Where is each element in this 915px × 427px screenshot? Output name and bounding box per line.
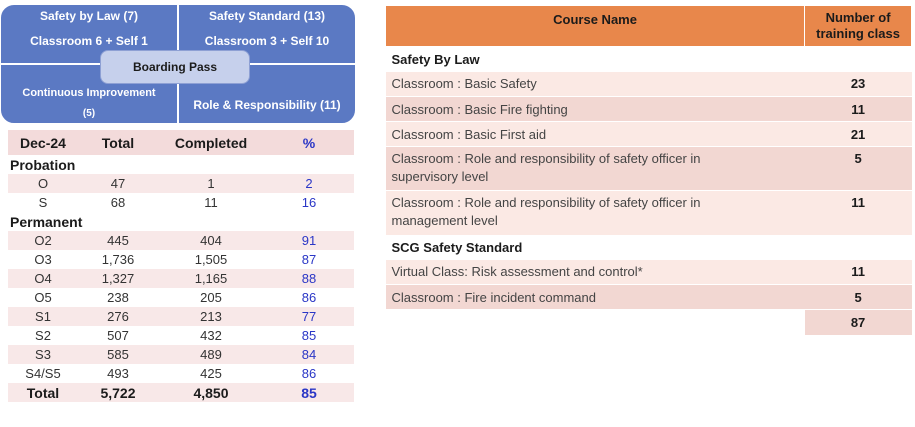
course-section-row bbox=[386, 47, 912, 72]
course-count: 11 bbox=[805, 191, 912, 235]
stats-cell-total: 276 bbox=[78, 307, 158, 326]
stats-cell-level: S3 bbox=[8, 345, 78, 364]
stats-cell-percent: 86 bbox=[301, 366, 317, 381]
course-name: Classroom : Fire incident command bbox=[386, 285, 805, 310]
stats-cell-percent: 91 bbox=[264, 231, 354, 250]
training-pillars-diagram bbox=[0, 4, 356, 124]
stats-row bbox=[8, 288, 354, 307]
course-count: 5 bbox=[805, 147, 912, 191]
completion-stats-table bbox=[8, 130, 354, 402]
boarding-pass-label: Boarding Pass bbox=[100, 50, 250, 84]
pillar-role-responsibility-title: Role & Responsibility (11) bbox=[193, 98, 341, 112]
stats-cell-completed: 11 bbox=[204, 195, 218, 210]
course-row bbox=[386, 122, 912, 147]
course-header-name: Course Name bbox=[386, 6, 805, 47]
stats-cell-total: 507 bbox=[107, 328, 129, 343]
course-name bbox=[386, 191, 805, 235]
stats-cell-percent: 77 bbox=[264, 307, 354, 326]
pillar-continuous-improvement-count: (5) bbox=[82, 108, 96, 119]
stats-total-completed: 4,850 bbox=[193, 384, 229, 401]
stats-cell-total: 585 bbox=[78, 345, 158, 364]
stats-cell-level: S bbox=[38, 195, 48, 210]
course-name: Classroom : Basic First aid bbox=[386, 122, 805, 147]
pillar-safety-by-law-title: Safety by Law (7) bbox=[39, 9, 139, 23]
course-row bbox=[386, 97, 912, 122]
course-header-count-line2: training class bbox=[816, 26, 900, 41]
stats-cell-completed: 489 bbox=[158, 345, 264, 364]
course-count: 23 bbox=[805, 72, 912, 97]
stats-cell-completed: 1,505 bbox=[194, 252, 228, 267]
stats-cell-level: S4/S5 bbox=[25, 366, 61, 381]
course-count: 11 bbox=[805, 97, 912, 122]
stats-cell-completed: 404 bbox=[158, 231, 264, 250]
course-name-line2: supervisory level bbox=[391, 169, 489, 184]
stats-cell-completed: 205 bbox=[200, 290, 222, 305]
stats-cell-total: 47 bbox=[78, 174, 158, 193]
stats-cell-percent: 88 bbox=[264, 269, 354, 288]
stats-cell-level: S1 bbox=[8, 307, 78, 326]
course-header-count bbox=[805, 6, 912, 47]
course-row bbox=[386, 260, 912, 285]
stats-row bbox=[8, 326, 354, 345]
stats-cell-level: S2 bbox=[35, 328, 51, 343]
pillar-safety-standard-title: Safety Standard (13) bbox=[208, 9, 326, 23]
course-count: 21 bbox=[805, 122, 912, 147]
course-section-row bbox=[386, 235, 912, 260]
stats-cell-percent: 86 bbox=[301, 290, 317, 305]
pillar-safety-standard-detail: Classroom 3 + Self 10 bbox=[204, 34, 330, 48]
course-row bbox=[386, 285, 912, 310]
course-name: Classroom : Basic Fire fighting bbox=[386, 97, 805, 122]
stats-cell-percent: 85 bbox=[301, 328, 317, 343]
stats-cell-percent: 87 bbox=[301, 252, 317, 267]
stats-total-row bbox=[8, 383, 354, 402]
stats-cell-level: O5 bbox=[34, 290, 52, 305]
stats-total-percent: 85 bbox=[301, 384, 317, 401]
stats-cell-total: 445 bbox=[78, 231, 158, 250]
stats-cell-completed: 213 bbox=[158, 307, 264, 326]
course-count: 11 bbox=[805, 260, 912, 285]
course-total-row bbox=[386, 310, 912, 335]
stats-cell-total: 68 bbox=[110, 195, 126, 210]
course-table bbox=[385, 5, 912, 335]
stats-header-total: Total bbox=[101, 134, 135, 151]
course-name bbox=[386, 147, 805, 191]
course-name: Virtual Class: Risk assessment and control* bbox=[386, 260, 805, 285]
course-total-count: 87 bbox=[805, 310, 912, 335]
stats-header-period: Dec-24 bbox=[20, 134, 66, 151]
stats-group-row bbox=[8, 155, 354, 174]
pillar-continuous-improvement-title: Continuous Improvement bbox=[22, 87, 156, 99]
stats-cell-completed: 1,165 bbox=[158, 269, 264, 288]
stats-cell-completed: 432 bbox=[200, 328, 222, 343]
course-count: 5 bbox=[805, 285, 912, 310]
stats-row bbox=[8, 345, 354, 364]
course-section-title: Safety By Law bbox=[391, 51, 480, 67]
course-header-count-line1: Number of bbox=[825, 10, 891, 25]
stats-group-row bbox=[8, 212, 354, 231]
stats-cell-level: O3 bbox=[34, 252, 52, 267]
stats-cell-completed: 1 bbox=[158, 174, 264, 193]
stats-row bbox=[8, 364, 354, 383]
stats-row bbox=[8, 269, 354, 288]
stats-row bbox=[8, 193, 354, 212]
course-row bbox=[386, 147, 912, 191]
stats-row bbox=[8, 174, 354, 193]
stats-cell-total: 1,327 bbox=[78, 269, 158, 288]
stats-header-percent: % bbox=[302, 134, 316, 151]
course-name-line1: Classroom : Role and responsibility of safety officer in bbox=[391, 151, 701, 166]
stats-row bbox=[8, 250, 354, 269]
stats-cell-level: O bbox=[8, 174, 78, 193]
course-row bbox=[386, 72, 912, 97]
stats-cell-level: O2 bbox=[8, 231, 78, 250]
course-name-line2: management level bbox=[391, 213, 498, 228]
stats-cell-total: 493 bbox=[107, 366, 129, 381]
stats-cell-total: 238 bbox=[107, 290, 129, 305]
stats-cell-percent: 2 bbox=[264, 174, 354, 193]
stats-header-row bbox=[8, 130, 354, 155]
stats-row bbox=[8, 307, 354, 326]
course-section-title: SCG Safety Standard bbox=[391, 239, 523, 255]
stats-cell-percent: 16 bbox=[301, 195, 317, 210]
stats-cell-total: 1,736 bbox=[101, 252, 135, 267]
course-name-line1: Classroom : Role and responsibility of safety officer in bbox=[391, 195, 701, 210]
stats-total-total: 5,722 bbox=[100, 384, 136, 401]
course-row bbox=[386, 191, 912, 235]
stats-group-label: Probation bbox=[10, 156, 76, 173]
course-total-spacer bbox=[386, 310, 805, 335]
stats-group-label: Permanent bbox=[10, 213, 83, 230]
stats-cell-completed: 425 bbox=[200, 366, 222, 381]
stats-row bbox=[8, 231, 354, 250]
course-header-row bbox=[386, 6, 912, 47]
stats-total-label: Total bbox=[26, 384, 60, 401]
pillar-safety-by-law-detail: Classroom 6 + Self 1 bbox=[30, 34, 148, 48]
course-name: Classroom : Basic Safety bbox=[386, 72, 805, 97]
stats-header-completed: Completed bbox=[174, 134, 248, 151]
stats-cell-percent: 84 bbox=[264, 345, 354, 364]
stats-cell-level: O4 bbox=[8, 269, 78, 288]
